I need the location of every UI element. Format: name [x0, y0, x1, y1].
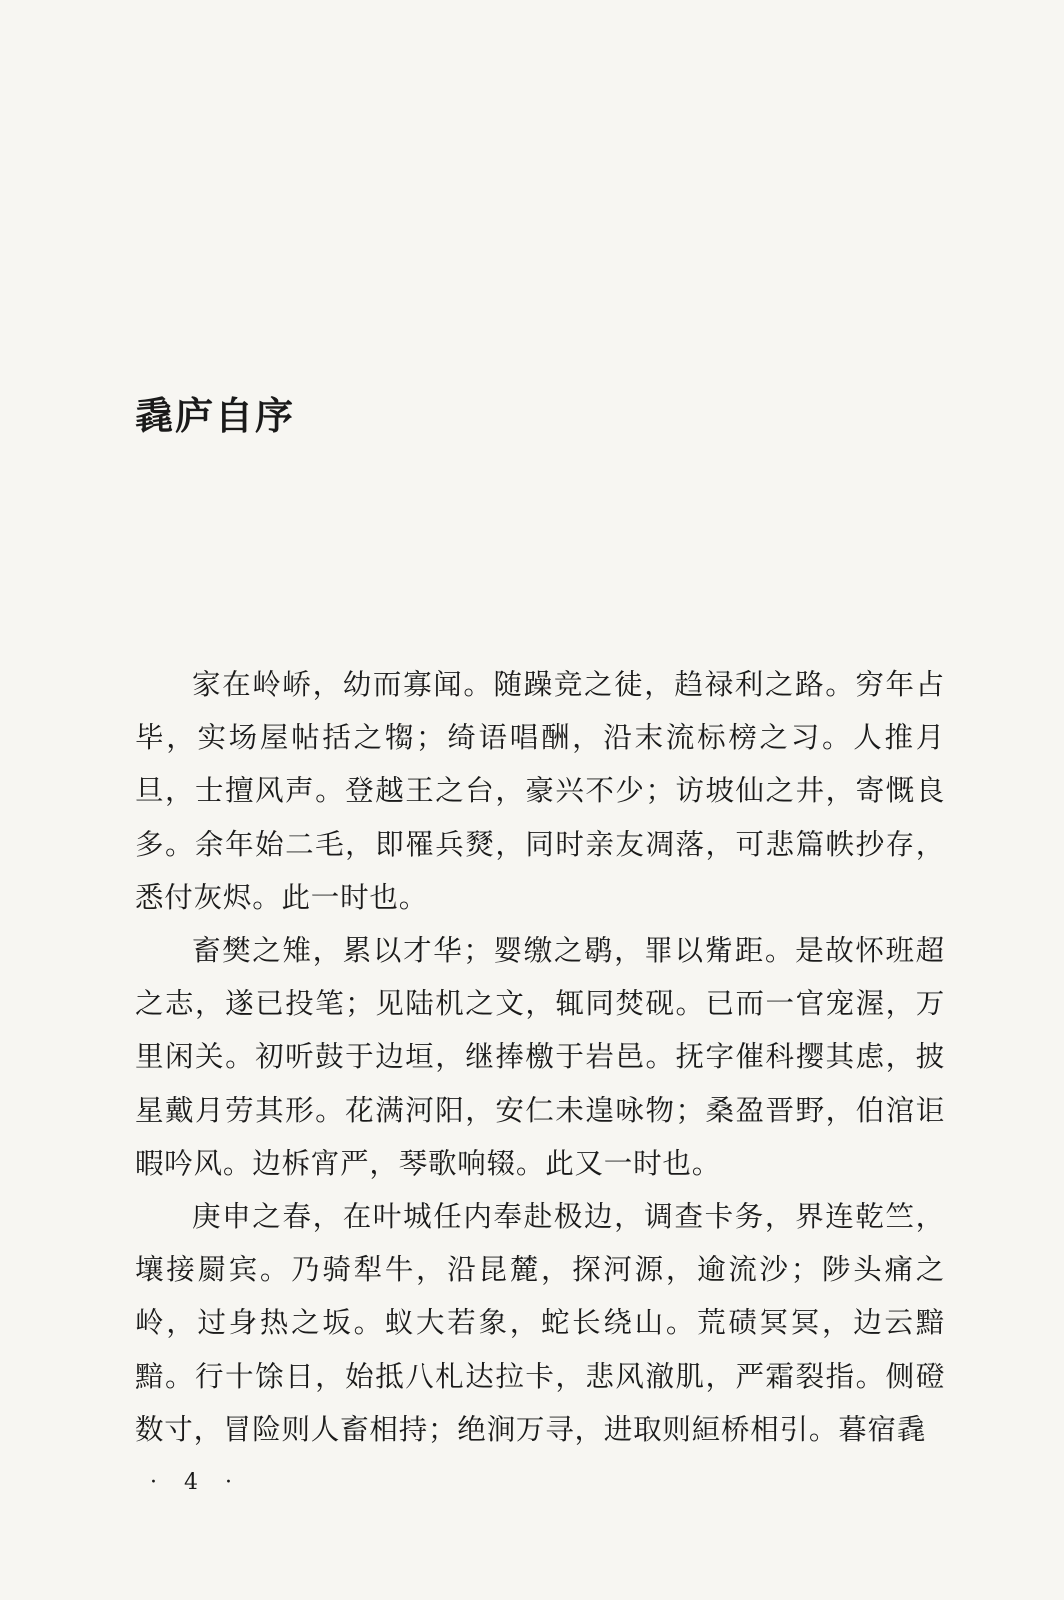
body-text: [135, 658, 945, 1456]
page-number: · 4 ·: [150, 1470, 242, 1495]
paragraph: 庚申之春，在叶城任内奉赴极边，调查卡务，界连乾竺，壤接罽宾。乃骑犁牛，沿昆麓，探河源，逾流沙；陟头痛之岭，过身热之坂。蚁大若象，蛇长绕山。荒碛冥冥，边云黯黯。行十馀日，始抵八札达拉卡，悲风澈肌，严霜裂指。侧磴数寸，冒险则人畜相持；绝涧万寻，进取则絙桥相引。暮宿毳: [135, 1200, 945, 1446]
page-title: 毳庐自序: [135, 393, 296, 438]
paragraph: 畜樊之雉，累以才华；婴缴之鹖，罪以觜距。是故怀班超之志，遂已投笔；见陆机之文，辄同焚砚。已而一官宠渥，万里闲关。初听鼓于边垣，继捧檄于岩邑。抚字催科撄其虑，披星戴月劳其形。花满河阳，安仁未遑咏物；桑盈晋野，伯涫讵暇吟风。边柝宵严，琴歌响辍。此又一时也。: [135, 934, 945, 1180]
paragraph: 家在岭峤，幼而寡闻。随躁竞之徒，趋禄利之路。穷年占毕，实场屋帖括之犓；绮语唱酬，沿末流标榜之习。人推月旦，士擅风声。登越王之台，豪兴不少；访坡仙之井，寄慨良多。余年始二毛，即罹兵燹，同时亲友凋落，可悲篇帙抄存，悉付灰烬。此一时也。: [135, 668, 945, 914]
